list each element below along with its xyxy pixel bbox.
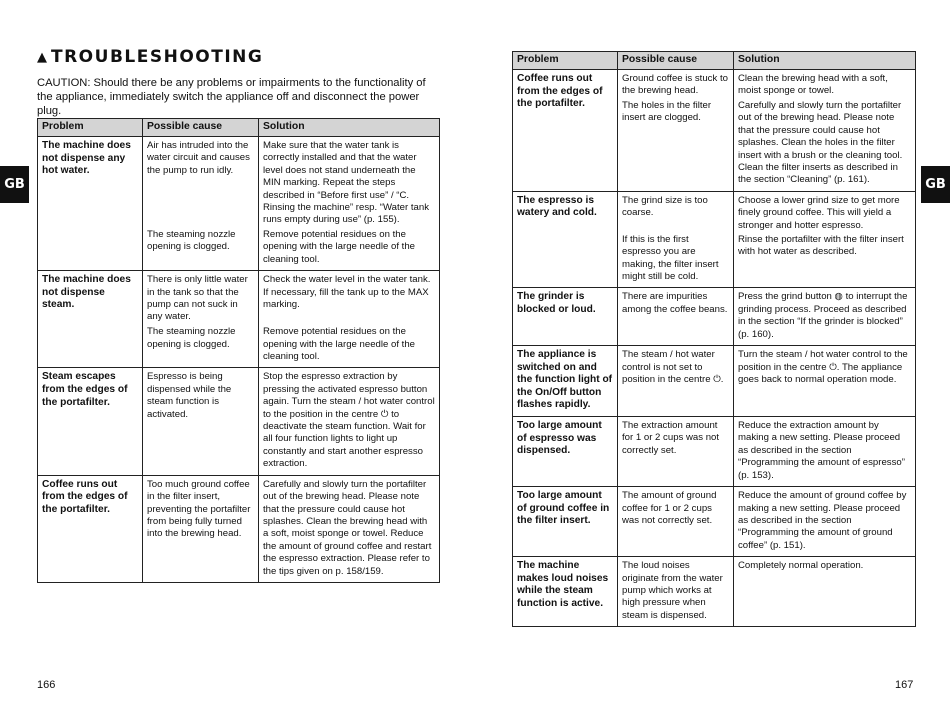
solution-text: Completely normal operation. [738, 560, 864, 572]
solution-cell [734, 417, 916, 487]
problem-cell [513, 417, 618, 487]
table-row [513, 417, 916, 487]
solution-text: Carefully and slowly turn the portafilter out of the brewing head. Please note that the pressure could cause hot splashes. Clean the brewing head with a soft, moist sponge or towel. Reduce the amount of ground coffee and restart the espresso extraction. Please refer to the tips given on p. 158/159. [263, 478, 432, 577]
solution-text: Check the water level in the water tank. If necessary, fill the tank up to the MAX marking. [263, 274, 431, 311]
table-row [513, 70, 916, 192]
table-row [513, 557, 916, 627]
table-row [38, 271, 440, 368]
problem-text: The machine does not dispense any hot water. [42, 140, 131, 177]
cause-cell [618, 417, 734, 487]
header-problem: Problem [38, 119, 143, 137]
table-row [513, 191, 916, 288]
page-number-right: 167 [895, 679, 914, 691]
solution-cell [734, 346, 916, 417]
cause-text: Too much ground coffee in the filter insert, preventing the portafilter from being fully turned into the brewing head. [147, 478, 251, 540]
caution-label: CAUTION: [37, 77, 91, 89]
table-row [513, 487, 916, 557]
solution-text: Rinse the portafilter with the filter insert with hot water as described. [738, 234, 904, 258]
page-title [37, 47, 263, 67]
language-tab-right: GB [921, 166, 950, 203]
table-row [38, 475, 440, 582]
solution-cell [259, 137, 440, 271]
problem-cell [513, 70, 618, 192]
header-cause: Possible cause [143, 119, 259, 137]
solution-cell [734, 70, 916, 192]
solution-text: Remove potential residues on the opening with the large needle of the cleaning tool. [263, 326, 416, 363]
table-header-row [38, 119, 440, 137]
problem-cell [38, 368, 143, 475]
table-header-row [513, 52, 916, 70]
cause-text: The loud noises originate from the water pump which works at high pressure when steam is dispensed. [622, 560, 723, 621]
problem-text: Too large amount of ground coffee in the filter insert. [517, 490, 610, 527]
problem-text: The machine does not dispense steam. [42, 274, 131, 311]
troubleshooting-table-right [512, 51, 916, 627]
header-solution: Solution [259, 119, 440, 137]
cause-cell [618, 70, 734, 192]
problem-cell [513, 288, 618, 346]
table-row [38, 137, 440, 271]
cause-text: The extraction amount for 1 or 2 cups was not correctly set. [622, 420, 720, 456]
solution-text: Clean the brewing head with a soft, moist sponge or towel. [738, 73, 888, 97]
cause-text: The grind size is too coarse. [622, 194, 708, 219]
troubleshooting-table-left [37, 118, 440, 583]
problem-cell [513, 191, 618, 288]
solution-text: Reduce the amount of ground coffee by making a new setting. Please proceed as described in the section “Programming the amount of ground coffee” (p. 151). [738, 490, 907, 551]
problem-text: Coffee runs out from the edges of the portafilter. [42, 478, 128, 515]
cause-text: The holes in the filter insert are clogged. [622, 100, 712, 124]
problem-text: The espresso is watery and cold. [517, 194, 597, 219]
cause-cell [618, 487, 734, 557]
problem-text: Coffee runs out from the edges of the portafilter. [517, 73, 603, 110]
cause-text: The steam / hot water control is not set to position in the centre ⏻. [622, 349, 724, 385]
problem-cell [38, 271, 143, 368]
problem-cell [38, 137, 143, 271]
header-problem: Problem [513, 52, 618, 70]
solution-cell [734, 557, 916, 627]
cause-cell [143, 137, 259, 271]
cause-text: The steaming nozzle opening is clogged. [147, 229, 236, 253]
header-cause: Possible cause [618, 52, 734, 70]
solution-cell [734, 487, 916, 557]
solution-text: Turn the steam / hot water control to the position in the centre ⏻. The appliance goes back to normal operation mode. [738, 349, 908, 385]
cause-text: Ground coffee is stuck to the brewing head. [622, 73, 728, 97]
header-solution: Solution [734, 52, 916, 70]
solution-cell [259, 475, 440, 582]
cause-text: The steaming nozzle opening is clogged. [147, 326, 236, 350]
page-title-text: TROUBLESHOOTING [51, 47, 264, 67]
cause-text: Air has intruded into the water circuit and causes the pump to run idly. [147, 140, 250, 176]
solution-text: Choose a lower grind size to get more finely ground coffee. This will yield a stronger and hotter espresso. [738, 194, 900, 231]
cause-cell [618, 346, 734, 417]
cause-cell [143, 271, 259, 368]
cause-cell [618, 557, 734, 627]
cause-cell [618, 288, 734, 346]
problem-text: The appliance is switched on and the function light of the On/Off button flashes rapidly. [517, 349, 613, 411]
triangle-up-icon: ▲ [37, 50, 47, 65]
solution-cell [259, 368, 440, 475]
solution-text: Stop the espresso extraction by pressing the activated espresso button again. Turn the steam / hot water control to the position in the centre ⏻ to deactivate the steam function. Wait for all four function lights to light up constantly and start another espresso extraction. [263, 371, 435, 470]
solution-text: Remove potential residues on the opening with the large needle of the cleaning tool. [263, 229, 416, 265]
caution-text: Should there be any problems or impairments to the functionality of the appliance, immediately switch the appliance off and disconnect the power plug. [37, 77, 426, 117]
cause-text: There are impurities among the coffee beans. [622, 291, 728, 315]
cause-cell [143, 368, 259, 475]
problem-cell [38, 475, 143, 582]
table-row [513, 288, 916, 346]
cause-text: There is only little water in the tank so that the pump can not suck in any water. [147, 274, 248, 323]
solution-text: Carefully and slowly turn the portafilter out of the brewing head. Please note that the pressure could cause hot splashes. Clean the holes in the filter insert with a brush or the cleaning tool. Clean the filter inserts as described in the section “Cleaning” (p. 161). [738, 100, 903, 186]
problem-cell [513, 557, 618, 627]
caution-note [37, 76, 442, 118]
problem-text: The grinder is blocked or loud. [517, 291, 596, 316]
page-number-left: 166 [37, 679, 56, 691]
solution-text: Reduce the extraction amount by making a new setting. Please proceed as described in the section “Programming the amount of espresso” (p. 153). [738, 420, 905, 481]
table-row [38, 368, 440, 475]
cause-text: If this is the first espresso you are making, the filter insert might still be cold. [622, 233, 719, 283]
cause-text: Espresso is being dispensed while the steam function is activated. [147, 371, 232, 420]
solution-text: Press the grind button ◍ to interrupt the grinding process. Proceed as described in the section “If the grinder is blocked” (p. 160). [738, 291, 908, 340]
problem-cell [513, 346, 618, 417]
problem-text: The machine makes loud noises while the steam function is active. [517, 560, 609, 609]
language-tab-left: GB [0, 166, 29, 203]
table-row [513, 346, 916, 417]
solution-text: Make sure that the water tank is correctly installed and that the water level does not stand underneath the MIN marking. Repeat the steps described in “Before first use” / “C. Rinsing the machine” resp. “Water tank runs empty during use” (p. 155). [263, 140, 430, 226]
solution-cell [734, 191, 916, 288]
problem-text: Too large amount of espresso was dispensed. [517, 420, 602, 457]
cause-cell [143, 475, 259, 582]
cause-cell [618, 191, 734, 288]
solution-cell [259, 271, 440, 368]
solution-cell [734, 288, 916, 346]
problem-text: Steam escapes from the edges of the portafilter. [42, 371, 128, 408]
problem-cell [513, 487, 618, 557]
cause-text: The amount of ground coffee for 1 or 2 cups was not correctly set. [622, 490, 717, 526]
